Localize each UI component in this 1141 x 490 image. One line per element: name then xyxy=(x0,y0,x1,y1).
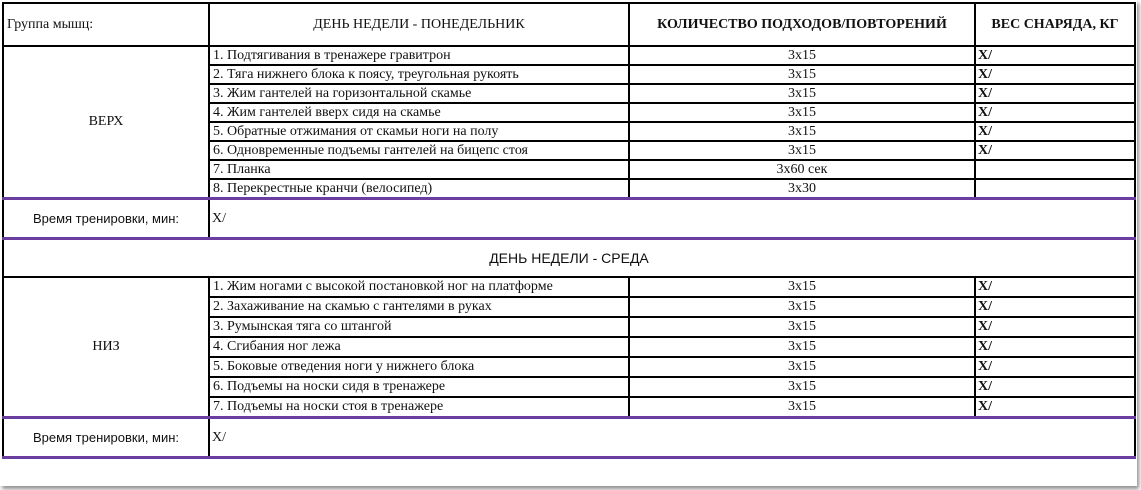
exercise-weight[interactable]: Х/ xyxy=(975,277,1135,297)
exercise-name: 3. Румынская тяга со штангой xyxy=(209,317,629,337)
exercise-name: 6. Одновременные подъемы гантелей на бицепс стоя xyxy=(209,141,629,160)
training-time-label: Время тренировки, мин: xyxy=(3,199,209,239)
header-weight: ВЕС СНАРЯДА, КГ xyxy=(975,3,1135,46)
training-time-row xyxy=(3,418,1135,458)
muscle-group-lower: НИЗ xyxy=(3,277,209,418)
header-muscle-group: Группа мышц: xyxy=(3,3,209,46)
day-title-row xyxy=(3,239,1135,278)
exercise-row xyxy=(3,46,1135,65)
exercise-weight[interactable]: Х/ xyxy=(975,297,1135,317)
exercise-weight[interactable] xyxy=(975,160,1135,179)
exercise-weight[interactable] xyxy=(975,179,1135,199)
exercise-weight[interactable]: Х/ xyxy=(975,84,1135,103)
exercise-sets: 3х15 xyxy=(629,377,975,397)
exercise-sets: 3х15 xyxy=(629,277,975,297)
workout-table xyxy=(2,2,1136,459)
exercise-weight[interactable]: Х/ xyxy=(975,103,1135,122)
exercise-sets: 3х15 xyxy=(629,103,975,122)
exercise-name: 1. Подтягивания в тренажере гравитрон xyxy=(209,46,629,65)
exercise-sets: 3х15 xyxy=(629,141,975,160)
exercise-weight[interactable]: Х/ xyxy=(975,397,1135,418)
exercise-sets: 3х15 xyxy=(629,65,975,84)
exercise-name: 6. Подъемы на носки сидя в тренажере xyxy=(209,377,629,397)
exercise-sets: 3х30 xyxy=(629,179,975,199)
exercise-weight[interactable]: Х/ xyxy=(975,357,1135,377)
exercise-sets: 3х15 xyxy=(629,46,975,65)
header-sets-reps: КОЛИЧЕСТВО ПОДХОДОВ/ПОВТОРЕНИЙ xyxy=(629,3,975,46)
exercise-sets: 3х60 сек xyxy=(629,160,975,179)
exercise-name: 8. Перекрестные кранчи (велосипед) xyxy=(209,179,629,199)
exercise-sets: 3х15 xyxy=(629,84,975,103)
training-time-row xyxy=(3,199,1135,239)
exercise-weight[interactable]: Х/ xyxy=(975,141,1135,160)
exercise-weight[interactable]: Х/ xyxy=(975,317,1135,337)
header-day-monday: ДЕНЬ НЕДЕЛИ - ПОНЕДЕЛЬНИК xyxy=(209,3,629,46)
exercise-weight[interactable]: Х/ xyxy=(975,122,1135,141)
exercise-weight[interactable]: Х/ xyxy=(975,337,1135,357)
exercise-weight[interactable]: Х/ xyxy=(975,46,1135,65)
training-time-value[interactable]: Х/ xyxy=(209,418,1135,458)
exercise-name: 2. Захаживание на скамью с гантелями в руках xyxy=(209,297,629,317)
exercise-name: 4. Сгибания ног лежа xyxy=(209,337,629,357)
muscle-group-upper: ВЕРХ xyxy=(3,46,209,199)
exercise-row xyxy=(3,277,1135,297)
header-row xyxy=(3,3,1135,46)
exercise-sets: 3х15 xyxy=(629,357,975,377)
exercise-weight[interactable]: Х/ xyxy=(975,65,1135,84)
exercise-name: 1. Жим ногами с высокой постановкой ног на платформе xyxy=(209,277,629,297)
exercise-name: 5. Боковые отведения ноги у нижнего блока xyxy=(209,357,629,377)
exercise-sets: 3х15 xyxy=(629,337,975,357)
exercise-name: 2. Тяга нижнего блока к поясу, треугольная рукоять xyxy=(209,65,629,84)
exercise-name: 5. Обратные отжимания от скамьи ноги на полу xyxy=(209,122,629,141)
exercise-weight[interactable]: Х/ xyxy=(975,377,1135,397)
exercise-name: 7. Планка xyxy=(209,160,629,179)
exercise-sets: 3х15 xyxy=(629,397,975,418)
exercise-sets: 3х15 xyxy=(629,297,975,317)
exercise-name: 3. Жим гантелей на горизонтальной скамье xyxy=(209,84,629,103)
exercise-sets: 3х15 xyxy=(629,122,975,141)
training-time-label: Время тренировки, мин: xyxy=(3,418,209,458)
exercise-name: 4. Жим гантелей вверх сидя на скамье xyxy=(209,103,629,122)
training-time-value[interactable]: Х/ xyxy=(209,199,1135,239)
day-title-wednesday: ДЕНЬ НЕДЕЛИ - СРЕДА xyxy=(3,239,1135,278)
exercise-sets: 3х15 xyxy=(629,317,975,337)
exercise-name: 7. Подъемы на носки стоя в тренажере xyxy=(209,397,629,418)
